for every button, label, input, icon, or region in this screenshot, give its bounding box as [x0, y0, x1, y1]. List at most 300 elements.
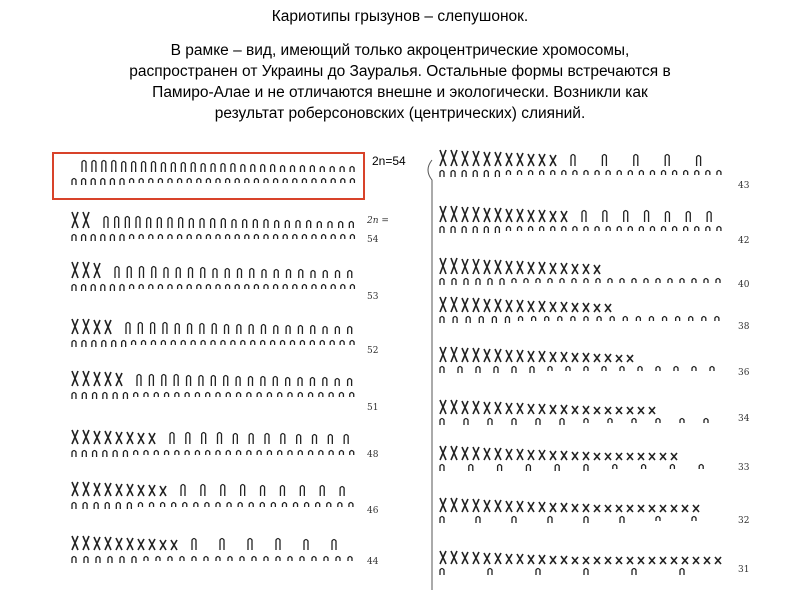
acrocentric-chromosome — [602, 155, 606, 167]
chromosome-number-label: 33 — [738, 463, 750, 473]
metacentric-chromosome — [440, 498, 446, 512]
acrocentric-chromosome — [339, 451, 343, 456]
metacentric-chromosome — [693, 557, 699, 564]
acrocentric-chromosome — [168, 557, 172, 562]
metacentric-chromosome — [473, 259, 479, 274]
acrocentric-chromosome — [335, 379, 339, 387]
metacentric-chromosome — [506, 449, 512, 460]
acrocentric-chromosome — [110, 285, 114, 292]
acrocentric-chromosome — [238, 269, 242, 279]
acrocentric-chromosome — [248, 539, 252, 551]
acrocentric-chromosome — [168, 285, 172, 290]
metacentric-chromosome — [149, 433, 155, 444]
acrocentric-chromosome — [323, 378, 327, 387]
acrocentric-chromosome — [250, 269, 254, 279]
acrocentric-chromosome — [240, 557, 244, 562]
acrocentric-chromosome — [548, 279, 552, 284]
acrocentric-chromosome — [216, 503, 220, 508]
acrocentric-chromosome — [545, 317, 549, 322]
metacentric-chromosome — [484, 208, 490, 222]
metacentric-chromosome — [616, 557, 622, 564]
acrocentric-chromosome — [112, 341, 116, 348]
acrocentric-chromosome — [584, 317, 588, 322]
acrocentric-chromosome — [297, 435, 301, 445]
acrocentric-chromosome — [174, 375, 178, 387]
metacentric-chromosome — [171, 540, 177, 550]
acrocentric-chromosome — [676, 317, 680, 322]
acrocentric-chromosome — [211, 341, 215, 346]
metacentric-chromosome — [583, 557, 589, 564]
acrocentric-chromosome — [512, 517, 516, 524]
acrocentric-chromosome — [191, 341, 195, 346]
acrocentric-chromosome — [149, 285, 153, 290]
metacentric-chromosome — [572, 452, 578, 460]
acrocentric-chromosome — [72, 503, 76, 510]
metacentric-chromosome — [528, 404, 534, 414]
acrocentric-chromosome — [488, 279, 492, 286]
acrocentric-chromosome — [645, 211, 649, 223]
acrocentric-chromosome — [597, 317, 601, 322]
metacentric-chromosome — [550, 155, 556, 166]
acrocentric-chromosome — [139, 285, 143, 290]
acrocentric-chromosome — [512, 367, 516, 374]
metacentric-chromosome — [550, 302, 556, 312]
metacentric-chromosome — [627, 557, 633, 564]
metacentric-chromosome — [94, 320, 100, 334]
acrocentric-chromosome — [237, 393, 241, 398]
acrocentric-chromosome — [206, 235, 210, 240]
acrocentric-chromosome — [572, 279, 576, 284]
metacentric-chromosome — [517, 209, 523, 222]
description-line: Памиро-Алае и не отличаются внешне и экологически. Возникли как — [152, 84, 648, 101]
acrocentric-chromosome — [704, 419, 708, 424]
acrocentric-chromosome — [205, 503, 209, 508]
metacentric-chromosome — [484, 402, 490, 414]
acrocentric-chromosome — [484, 227, 488, 234]
metacentric-chromosome — [583, 504, 589, 512]
acrocentric-chromosome — [282, 503, 286, 508]
acrocentric-chromosome — [276, 539, 280, 551]
acrocentric-chromosome — [310, 378, 314, 387]
acrocentric-chromosome — [632, 419, 636, 424]
metacentric-chromosome — [72, 371, 78, 386]
acrocentric-chromosome — [350, 235, 354, 240]
acrocentric-chromosome — [715, 317, 719, 322]
metacentric-chromosome — [517, 554, 523, 564]
acrocentric-chromosome — [247, 451, 251, 456]
metacentric-chromosome — [94, 431, 100, 444]
acrocentric-chromosome — [338, 503, 342, 508]
acrocentric-chromosome — [692, 279, 696, 284]
acrocentric-chromosome — [72, 285, 76, 292]
metacentric-chromosome — [506, 261, 512, 274]
metacentric-chromosome — [616, 505, 622, 512]
acrocentric-chromosome — [332, 540, 336, 551]
acrocentric-chromosome — [322, 235, 326, 240]
acrocentric-chromosome — [451, 171, 455, 178]
metacentric-chromosome — [138, 539, 144, 550]
metacentric-chromosome — [127, 538, 133, 550]
metacentric-chromosome — [72, 262, 78, 278]
metacentric-chromosome — [440, 551, 446, 564]
acrocentric-chromosome — [595, 227, 599, 232]
acrocentric-chromosome — [192, 557, 196, 562]
acrocentric-chromosome — [245, 235, 249, 240]
acrocentric-chromosome — [237, 325, 241, 335]
page-title: Кариотипы грызунов – слепушонок. — [271, 8, 529, 25]
acrocentric-chromosome — [151, 323, 155, 335]
metacentric-chromosome — [638, 557, 644, 564]
acrocentric-chromosome — [311, 326, 315, 335]
metacentric-chromosome — [451, 258, 457, 274]
acrocentric-chromosome — [329, 393, 333, 398]
acrocentric-chromosome — [584, 367, 588, 372]
chromosome-number-label: 38 — [738, 322, 750, 332]
chromosome-number-label: 43 — [738, 181, 750, 191]
acrocentric-chromosome — [72, 451, 76, 458]
metacentric-chromosome — [528, 502, 534, 512]
acrocentric-chromosome — [495, 227, 499, 234]
acrocentric-chromosome — [548, 517, 552, 524]
acrocentric-chromosome — [560, 279, 564, 284]
description-line: распространен от Украины до Зауралья. Остальные формы встречаются в — [129, 63, 671, 80]
acrocentric-chromosome — [665, 212, 669, 223]
acrocentric-chromosome — [120, 235, 124, 242]
acrocentric-chromosome — [245, 285, 249, 290]
acrocentric-chromosome — [702, 317, 706, 322]
chromosome-number-label: 44 — [367, 557, 379, 567]
metacentric-chromosome — [149, 539, 155, 550]
acrocentric-chromosome — [137, 375, 141, 387]
metacentric-chromosome — [484, 299, 490, 312]
acrocentric-chromosome — [165, 393, 169, 398]
acrocentric-chromosome — [644, 279, 648, 284]
acrocentric-chromosome — [551, 227, 555, 232]
acrocentric-chromosome — [82, 235, 86, 242]
acrocentric-chromosome — [286, 378, 290, 387]
metacentric-chromosome — [127, 432, 133, 444]
acrocentric-chromosome — [340, 487, 344, 497]
metacentric-chromosome — [539, 262, 545, 274]
metacentric-chromosome — [561, 211, 567, 222]
acrocentric-chromosome — [506, 171, 510, 176]
acrocentric-chromosome — [639, 171, 643, 176]
chromosome-number-label: 51 — [367, 403, 379, 413]
acrocentric-chromosome — [608, 419, 612, 424]
acrocentric-chromosome — [108, 557, 112, 564]
acrocentric-chromosome — [92, 341, 96, 348]
chromosome-number-label: 52 — [367, 346, 379, 356]
acrocentric-chromosome — [220, 539, 224, 551]
metacentric-chromosome — [682, 557, 688, 564]
acrocentric-chromosome — [221, 219, 225, 229]
acrocentric-chromosome — [340, 341, 344, 346]
acrocentric-chromosome — [189, 268, 193, 279]
acrocentric-chromosome — [680, 279, 684, 284]
acrocentric-chromosome — [288, 451, 292, 456]
metacentric-chromosome — [462, 259, 468, 274]
acrocentric-chromosome — [158, 285, 162, 290]
acrocentric-chromosome — [300, 557, 304, 562]
metacentric-chromosome — [72, 536, 78, 550]
metacentric-chromosome — [539, 210, 545, 222]
acrocentric-chromosome — [204, 557, 208, 562]
acrocentric-chromosome — [348, 327, 352, 335]
acrocentric-chromosome — [93, 393, 97, 400]
acrocentric-chromosome — [695, 171, 699, 176]
acrocentric-chromosome — [249, 503, 253, 508]
acrocentric-chromosome — [440, 419, 444, 426]
acrocentric-chromosome — [529, 227, 533, 232]
acrocentric-chromosome — [639, 227, 643, 232]
description-line: В рамке – вид, имеющий только акроцентрические хромосомы, — [170, 42, 630, 59]
acrocentric-chromosome — [620, 279, 624, 284]
acrocentric-chromosome — [267, 451, 271, 456]
metacentric-chromosome — [495, 349, 501, 362]
metacentric-chromosome — [583, 406, 589, 414]
metacentric-chromosome — [539, 301, 545, 312]
acrocentric-chromosome — [613, 465, 617, 470]
acrocentric-chromosome — [329, 451, 333, 456]
metacentric-chromosome — [550, 451, 556, 460]
acrocentric-chromosome — [348, 557, 352, 562]
metacentric-chromosome — [539, 450, 545, 460]
acrocentric-chromosome — [695, 227, 699, 232]
metacentric-chromosome — [506, 153, 512, 166]
acrocentric-chromosome — [171, 341, 175, 346]
metacentric-chromosome — [94, 372, 100, 386]
metacentric-chromosome — [484, 553, 490, 564]
metacentric-chromosome — [572, 557, 578, 564]
chromosome-number-label: 42 — [738, 236, 750, 246]
acrocentric-chromosome — [595, 171, 599, 176]
acrocentric-chromosome — [278, 393, 282, 398]
acrocentric-chromosome — [302, 285, 306, 290]
acrocentric-chromosome — [216, 557, 220, 562]
acrocentric-chromosome — [582, 211, 586, 223]
acrocentric-chromosome — [330, 341, 334, 346]
acrocentric-chromosome — [536, 279, 540, 284]
metacentric-chromosome — [550, 503, 556, 512]
metacentric-chromosome — [517, 300, 523, 312]
metacentric-chromosome — [149, 485, 155, 496]
acrocentric-chromosome — [181, 341, 185, 346]
acrocentric-chromosome — [624, 211, 628, 223]
acrocentric-chromosome — [206, 451, 210, 456]
metacentric-chromosome — [116, 432, 122, 444]
acrocentric-chromosome — [494, 367, 498, 374]
metacentric-chromosome — [583, 264, 589, 274]
acrocentric-chromosome — [195, 393, 199, 398]
acrocentric-chromosome — [548, 367, 552, 372]
metacentric-chromosome — [627, 505, 633, 512]
acrocentric-chromosome — [327, 503, 331, 508]
metacentric-chromosome — [83, 430, 89, 444]
metacentric-chromosome — [638, 453, 644, 460]
metacentric-chromosome — [94, 537, 100, 550]
acrocentric-chromosome — [331, 235, 335, 240]
metacentric-chromosome — [484, 260, 490, 274]
acrocentric-chromosome — [692, 517, 696, 522]
metacentric-chromosome — [127, 484, 133, 496]
acrocentric-chromosome — [189, 219, 193, 229]
metacentric-chromosome — [462, 348, 468, 362]
metacentric-chromosome — [594, 557, 600, 564]
acrocentric-chromosome — [194, 503, 198, 508]
metacentric-chromosome — [539, 154, 545, 166]
acrocentric-chromosome — [312, 557, 316, 562]
acrocentric-chromosome — [606, 171, 610, 176]
acrocentric-chromosome — [232, 220, 236, 229]
acrocentric-chromosome — [529, 171, 533, 176]
metacentric-chromosome — [605, 505, 611, 512]
metacentric-chromosome — [572, 504, 578, 512]
acrocentric-chromosome — [300, 486, 304, 497]
acrocentric-chromosome — [498, 465, 502, 472]
acrocentric-chromosome — [264, 220, 268, 229]
metacentric-chromosome — [517, 501, 523, 512]
metacentric-chromosome — [462, 298, 468, 312]
acrocentric-chromosome — [310, 341, 314, 346]
metacentric-chromosome — [517, 153, 523, 166]
metacentric-chromosome — [605, 557, 611, 564]
acrocentric-chromosome — [216, 451, 220, 456]
acrocentric-chromosome — [113, 393, 117, 400]
metacentric-chromosome — [506, 554, 512, 564]
acrocentric-chromosome — [608, 279, 612, 284]
metacentric-chromosome — [484, 152, 490, 166]
metacentric-chromosome — [495, 553, 501, 564]
acrocentric-chromosome — [704, 279, 708, 284]
metacentric-chromosome — [594, 407, 600, 414]
metacentric-chromosome — [506, 300, 512, 312]
metacentric-chromosome — [528, 555, 534, 564]
acrocentric-chromosome — [216, 235, 220, 240]
acrocentric-chromosome — [606, 227, 610, 232]
metacentric-chromosome — [506, 403, 512, 414]
metacentric-chromosome — [682, 505, 688, 512]
acrocentric-chromosome — [530, 367, 534, 374]
acrocentric-chromosome — [632, 569, 636, 576]
metacentric-chromosome — [495, 260, 501, 274]
metacentric-chromosome — [72, 319, 78, 334]
metacentric-chromosome — [506, 350, 512, 362]
acrocentric-chromosome — [265, 434, 269, 445]
acrocentric-chromosome — [283, 285, 287, 290]
acrocentric-chromosome — [673, 171, 677, 176]
acrocentric-chromosome — [505, 317, 509, 324]
acrocentric-chromosome — [235, 235, 239, 240]
metacentric-chromosome — [561, 405, 567, 414]
metacentric-chromosome — [583, 353, 589, 362]
acrocentric-chromosome — [187, 376, 191, 387]
acrocentric-chromosome — [221, 341, 225, 346]
acrocentric-chromosome — [462, 227, 466, 234]
acrocentric-chromosome — [670, 465, 674, 470]
description-line: результат роберсоновских (центрических) слияний. — [214, 105, 586, 122]
acrocentric-chromosome — [201, 341, 205, 346]
acrocentric-chromosome — [524, 279, 528, 284]
metacentric-chromosome — [704, 557, 710, 564]
acrocentric-chromosome — [150, 503, 154, 508]
acrocentric-chromosome — [680, 419, 684, 424]
acrocentric-chromosome — [264, 285, 268, 290]
metacentric-chromosome — [83, 536, 89, 550]
metacentric-chromosome — [473, 207, 479, 222]
acrocentric-chromosome — [320, 341, 324, 346]
acrocentric-chromosome — [699, 465, 703, 470]
acrocentric-chromosome — [466, 317, 470, 324]
acrocentric-chromosome — [185, 393, 189, 398]
acrocentric-chromosome — [142, 341, 146, 346]
metacentric-chromosome — [583, 452, 589, 460]
acrocentric-chromosome — [488, 569, 492, 576]
column-divider — [428, 160, 432, 590]
metacentric-chromosome — [451, 297, 457, 312]
acrocentric-chromosome — [650, 227, 654, 232]
metacentric-chromosome — [506, 209, 512, 222]
acrocentric-chromosome — [221, 485, 225, 497]
acrocentric-chromosome — [716, 279, 720, 284]
acrocentric-chromosome — [571, 317, 575, 322]
acrocentric-chromosome — [188, 324, 192, 335]
metacentric-chromosome — [484, 448, 490, 460]
metacentric-chromosome — [440, 297, 446, 312]
acrocentric-chromosome — [192, 539, 196, 551]
acrocentric-chromosome — [328, 435, 332, 445]
acrocentric-chromosome — [181, 485, 185, 497]
acrocentric-chromosome — [452, 279, 456, 286]
acrocentric-chromosome — [168, 235, 172, 240]
acrocentric-chromosome — [440, 171, 444, 178]
acrocentric-chromosome — [271, 503, 275, 508]
metacentric-chromosome — [116, 373, 122, 386]
metacentric-chromosome — [660, 557, 666, 564]
acrocentric-chromosome — [512, 279, 516, 284]
acrocentric-chromosome — [620, 517, 624, 524]
acrocentric-chromosome — [350, 393, 354, 398]
acrocentric-chromosome — [350, 285, 354, 290]
acrocentric-chromosome — [623, 317, 627, 322]
acrocentric-chromosome — [532, 317, 536, 322]
metacentric-chromosome — [462, 401, 468, 414]
acrocentric-chromosome — [458, 367, 462, 374]
metacentric-chromosome — [116, 484, 122, 496]
acrocentric-chromosome — [115, 217, 119, 229]
acrocentric-chromosome — [225, 269, 229, 279]
acrocentric-chromosome — [241, 341, 245, 346]
acrocentric-chromosome — [476, 279, 480, 286]
acrocentric-chromosome — [636, 317, 640, 322]
metacentric-chromosome — [528, 301, 534, 312]
metacentric-chromosome — [561, 503, 567, 512]
acrocentric-chromosome — [185, 451, 189, 456]
acrocentric-chromosome — [642, 465, 646, 470]
acrocentric-chromosome — [634, 155, 638, 167]
acrocentric-chromosome — [320, 486, 324, 497]
acrocentric-chromosome — [610, 317, 614, 322]
acrocentric-chromosome — [350, 451, 354, 456]
acrocentric-chromosome — [176, 268, 180, 279]
metacentric-chromosome — [160, 540, 166, 550]
metacentric-chromosome — [693, 505, 699, 512]
acrocentric-chromosome — [656, 279, 660, 284]
metacentric-chromosome — [484, 349, 490, 362]
acrocentric-chromosome — [617, 171, 621, 176]
metacentric-chromosome — [539, 555, 545, 564]
acrocentric-chromosome — [144, 451, 148, 456]
metacentric-chromosome — [561, 451, 567, 460]
